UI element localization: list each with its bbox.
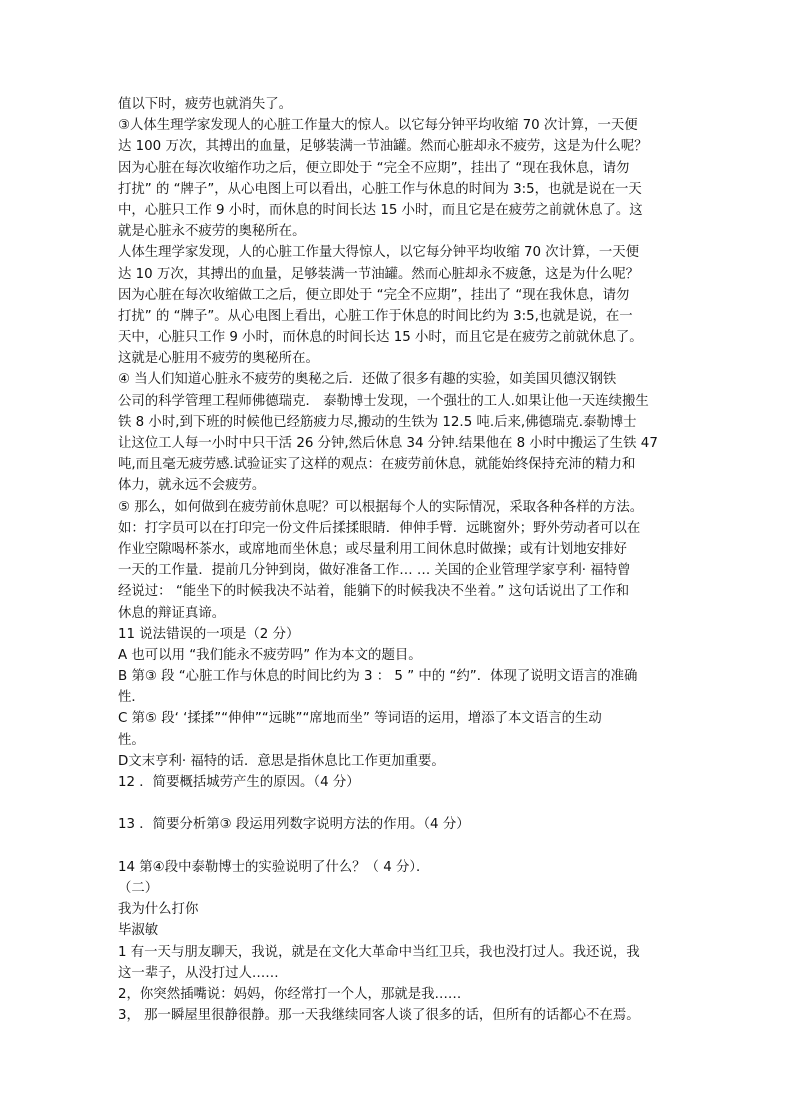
- paragraph-5: [118, 497, 674, 624]
- text-line: 达 100 万次，其搏出的血量，足够装满一节油罐。然而心脏却永不疲劳，这是为什么呢？: [118, 139, 648, 155]
- text-line: 这一辈子，从没打过人……: [118, 965, 279, 981]
- text-line: 打扰” 的 “牌子”。从心电图上看出，心脏工作于休息的时间比约为 3:5,也就是说，在一: [118, 308, 633, 324]
- paragraph-4: [118, 369, 674, 496]
- option-d: [118, 751, 674, 772]
- question-text: 13 ．简要分析第③ 段运用列数字说明方法的作用。（4 分）: [118, 817, 470, 833]
- text-line: 铁 8 小时,到下班的时候他已经筋疲力尽,搬动的生铁为 12.5 吨.后来,佛德瑞克.泰勒博士: [118, 414, 637, 430]
- text-line: 达 10 万次，其搏出的血量，足够装满一节油罐。然而心脏却永不疲惫，这是为什么呢？: [118, 266, 640, 282]
- question-13: [118, 814, 674, 835]
- section-heading: [118, 878, 674, 899]
- article-paragraph-3: [118, 1005, 674, 1026]
- paragraph-3: [118, 115, 674, 242]
- author-text: 毕淑敏: [118, 923, 159, 939]
- text-line: 2，你突然插嘴说：妈妈，你经常打一个人，那就是我……: [118, 986, 462, 1002]
- text-line: 让这位工人每一小时中只干活 26 分钟,然后休息 34 分钟.结果他在 8 小时中搬运了生铁 47: [118, 436, 658, 451]
- text-line: 公司的科学管理工程师佛德瑞克． 泰勒博士发现，一个强壮的工人.如果让他一天连续搬生: [118, 393, 649, 409]
- text-line: 中，心脏只工作 9 小时，而休息的时间长达 15 小时，而且它是在疲劳之前就休息了。这: [118, 202, 643, 218]
- text-line: ⑤ 那么，如何做到在疲劳前休息呢？可以根据每个人的实际情况，采取各种各样的方法。: [118, 499, 644, 515]
- article-paragraph-1: [118, 942, 674, 984]
- article-title: [118, 899, 674, 920]
- text-line: 就是心脏永不疲劳的奥秘所在。: [118, 224, 306, 240]
- question-text: 14 第④段中泰勒博士的实验说明了什么？（ 4 分）．: [118, 859, 430, 875]
- option-text: C 第⑤ 段‘ ‘揉揉”“伸伸”“远眺”“席地而坐” 等词语的运用，增添了本文语言的生动: [118, 711, 602, 727]
- paragraph-3-alt: [118, 242, 674, 369]
- question-12: [118, 772, 674, 793]
- blank-space: [118, 836, 674, 857]
- text-line: 如：打字员可以在打印完一份文件后揉揉眼睛．伸伸手臂．远眺窗外；野外劳动者可以在: [118, 520, 641, 536]
- text-line: 打扰” 的 “牌子”，从心电图上可以看出，心脏工作与休息的时间为 3:5，也就是说在一天: [118, 181, 642, 197]
- title-text: 我为什么打你: [118, 902, 199, 918]
- text-line: 人体生理学家发现，人的心脏工作量大得惊人，以它每分钟平均收缩 70 次计算，一天便: [118, 245, 640, 261]
- text-line: 吨,而且毫无疲劳感.试验证实了这样的观点：在疲劳前休息，就能始终保持充沛的精力和: [118, 457, 636, 473]
- text-line: 这就是心脏用不疲劳的奥秘所在。: [118, 351, 319, 367]
- text-line: 1 有一天与朋友聊天，我说，就是在文化大革命中当红卫兵，我也没打过人。我还说，我: [118, 944, 640, 960]
- document-page: [118, 94, 674, 1026]
- option-text: A 也可以用 “我们能永不疲劳吗” 作为本文的题目。: [118, 647, 422, 663]
- option-text: D文末亨利· 福特的话．意思是指休息比工作更加重要。: [118, 753, 445, 769]
- text-line: 3， 那一瞬屋里很静很静。那一天我继续同客人谈了很多的话，但所有的话都心不在焉。: [118, 1008, 640, 1024]
- text-line: 因为心脏在每次收缩做工之后，便立即处于 “完全不应期”，挂出了 “现在我休息，请勿: [118, 287, 630, 303]
- text-line: 休息的辩证真谛。: [118, 605, 226, 621]
- text-line: ④ 当人们知道心脏永不疲劳的奥秘之后．还做了很多有趣的实验，如美国贝德汉钢铁: [118, 372, 617, 388]
- option-c: [118, 708, 674, 750]
- text-line: 因为心脏在每次收缩作功之后，便立即处于 “完全不应期”，挂出了 “现在我休息，请勿: [118, 160, 630, 176]
- blank-space: [118, 793, 674, 814]
- continued-paragraph: [118, 94, 674, 115]
- question-14: [118, 857, 674, 878]
- text-line: 作业空隙喝杯茶水，或席地而坐休息；或尽量利用工间休息时做操；或有计划地安排好: [118, 541, 627, 557]
- option-text: 性．: [118, 690, 145, 706]
- article-paragraph-2: [118, 984, 674, 1005]
- section-number: （二）: [118, 880, 159, 896]
- text-line: 天中，心脏只工作 9 小时，而休息的时间长达 15 小时，而且它是在疲劳之前就休息了。: [118, 330, 643, 346]
- text-line: 一天的工作量．提前几分钟到岗，做好准备工作… … 关国的企业管理学家亨利· 福特曾: [118, 563, 631, 579]
- text-line: 体力，就永远不会疲劳。: [118, 478, 266, 494]
- option-text: 性。: [118, 732, 145, 748]
- question-text: 11 说法错误的一项是（2 分）: [118, 626, 300, 642]
- article-author: [118, 920, 674, 941]
- question-11: [118, 624, 674, 645]
- option-text: B 第③ 段 “心脏工作与休息的时间比约为 3 ： 5 ” 中的 “约”．体现了说明文语言的准确: [118, 669, 638, 685]
- text-line: 值以下时，疲劳也就消失了。: [118, 97, 293, 112]
- question-text: 12 ．简要概括城劳产生的原因。（4 分）: [118, 775, 360, 790]
- option-a: [118, 645, 674, 666]
- text-line: ③人体生理学家发现人的心脏工作量大的惊人。以它每分钟平均收缩 70 次计算，一天便: [118, 118, 638, 134]
- option-b: [118, 666, 674, 708]
- text-line: 经说过： “能坐下的时候我决不站着，能躺下的时候我决不坐着。” 这句话说出了工作和: [118, 584, 630, 600]
